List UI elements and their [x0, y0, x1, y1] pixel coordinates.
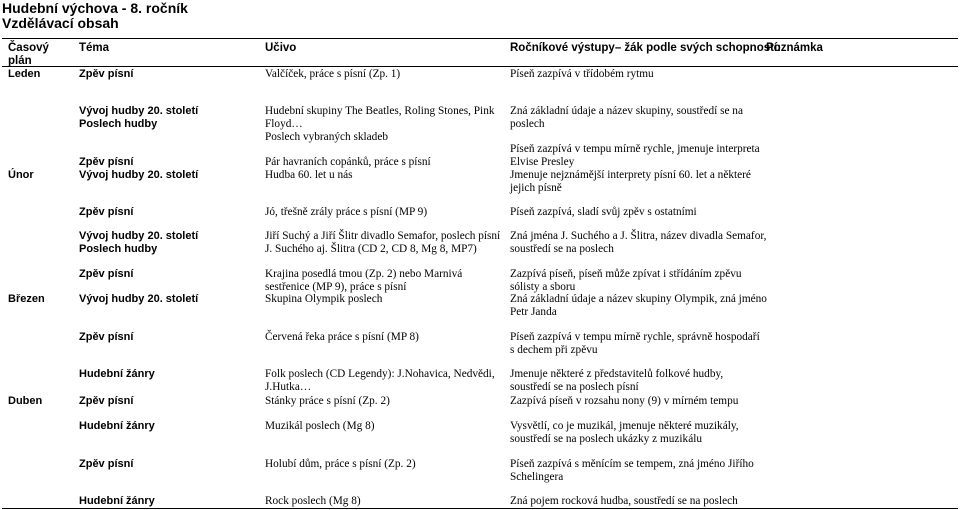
content-cell	[265, 230, 500, 256]
content-cell: Pár havraních copánků, práce s písní	[265, 156, 431, 168]
outcome-cell	[510, 368, 723, 394]
outcome-line: Elvise Presley	[510, 156, 575, 168]
outcome-line: Píseň zazpívá v tempu mírně rychle, jmenuje interpreta	[510, 143, 760, 155]
topic-cell: Zpěv písní	[79, 156, 134, 168]
header-topic: Téma	[79, 42, 110, 54]
topic-cell: Hudební žánry	[79, 368, 155, 380]
content-cell	[265, 268, 462, 294]
header-outcomes: Ročníkové výstupy– žák podle svých schopností:	[510, 42, 781, 54]
topic-cell	[79, 105, 198, 131]
month-label: Březen	[8, 293, 45, 305]
topic-cell: Zpěv písní	[79, 458, 134, 470]
outcome-line: soustředí se na poslech ukázky z muzikálu	[510, 433, 702, 445]
content-cell: Hudba 60. let u nás	[265, 169, 353, 181]
topic-cell: Zpěv písní	[79, 68, 134, 80]
topic-cell: Hudební žánry	[79, 495, 155, 507]
content-cell: Skupina Olympik poslech	[265, 293, 383, 305]
content-line: Poslech vybraných skladeb	[265, 131, 388, 143]
topic-cell	[79, 230, 198, 256]
header-rule	[2, 66, 958, 67]
outcome-line: Jmenuje nejznámější interprety písní 60. let a některé	[510, 169, 751, 181]
table-top-rule	[2, 38, 958, 39]
content-cell: Valčíček, práce s písní (Zp. 1)	[265, 68, 401, 80]
outcome-cell	[510, 293, 767, 319]
topic-cell: Zpěv písní	[79, 395, 134, 407]
topic-line: Poslech hudby	[79, 243, 158, 255]
outcome-cell	[510, 230, 766, 256]
document-subtitle: Vzdělávací obsah	[2, 15, 119, 31]
month-label: Duben	[8, 395, 43, 407]
outcome-line: soustředí se na poslech	[510, 243, 614, 255]
topic-cell: Hudební žánry	[79, 420, 155, 432]
topic-line: Vývoj hudby 20. století	[79, 105, 199, 117]
outcome-cell	[510, 458, 754, 484]
outcome-line: Zná jména J. Suchého a J. Šlitra, název divadla Semafor,	[510, 230, 767, 242]
topic-line: Vývoj hudby 20. století	[79, 230, 199, 242]
outcome-cell: Zná pojem rocková hudba, soustředí se na poslech	[510, 495, 738, 507]
outcome-cell	[510, 268, 742, 294]
content-line: Floyd…	[265, 118, 303, 130]
content-cell: Rock poslech (Mg 8)	[265, 495, 361, 507]
content-cell	[265, 368, 495, 394]
content-line: Folk poslech (CD Legendy): J.Nohavica, Nedvědi,	[265, 368, 495, 380]
content-cell: Muzikál poslech (Mg 8)	[265, 420, 375, 432]
content-line: Hudební skupiny The Beatles, Roling Stones, Pink	[265, 105, 495, 117]
month-label: Leden	[8, 68, 41, 80]
outcome-line: sólisty a sboru	[510, 281, 576, 293]
outcome-cell	[510, 169, 751, 195]
topic-cell: Vývoj hudby 20. století	[79, 169, 199, 181]
outcome-line: s dechem při zpěvu	[510, 344, 598, 356]
topic-cell: Vývoj hudby 20. století	[79, 293, 199, 305]
outcome-line: Zná základní údaje a název skupiny, soustředí se na	[510, 105, 743, 117]
outcome-line: jejich písně	[510, 182, 562, 194]
outcome-cell	[510, 143, 760, 169]
content-cell	[265, 105, 495, 144]
content-line: J.Hutka…	[265, 381, 312, 393]
outcome-cell	[510, 105, 743, 131]
outcome-cell: Píseň zazpívá, sladí svůj zpěv s ostatními	[510, 206, 697, 218]
outcome-cell: Píseň zazpívá v třídobém rytmu	[510, 68, 654, 80]
header-plan: Časový plán	[8, 42, 49, 67]
header-content: Učivo	[265, 42, 297, 54]
header-note: Poznámka	[766, 42, 823, 54]
content-cell: Jó, třešně zrály práce s písní (MP 9)	[265, 206, 428, 218]
topic-cell: Zpěv písní	[79, 206, 134, 218]
outcome-line: Petr Janda	[510, 306, 557, 318]
content-line: sestřenice (MP 9), práce s písní	[265, 281, 407, 293]
outcome-line: Zazpívá píseň, píseň může zpívat i střídáním zpěvu	[510, 268, 742, 280]
month-label: Únor	[8, 169, 34, 181]
outcome-line: Vysvětlí, co je muzikál, jmenuje některé muzikály,	[510, 420, 739, 432]
outcome-cell	[510, 331, 760, 357]
outcome-line: Schelingera	[510, 471, 564, 483]
outcome-line: Jmenuje některé z představitelů folkové hudby,	[510, 368, 724, 380]
outcome-cell: Zazpívá píseň v rozsahu nony (9) v mírném tempu	[510, 395, 739, 407]
outcome-line: Zná základní údaje a název skupiny Olympik, zná jméno	[510, 293, 767, 305]
outcome-line: Píseň zazpívá s měnícím se tempem, zná jméno Jiřího	[510, 458, 754, 470]
topic-cell: Zpěv písní	[79, 268, 134, 280]
content-line: Krajina posedlá tmou (Zp. 2) nebo Marnivá	[265, 268, 463, 280]
content-cell: Červená řeka práce s písní (MP 8)	[265, 331, 419, 343]
content-line: Jiří Suchý a Jiří Šlitr divadlo Semafor, poslech písní	[265, 230, 501, 242]
topic-line: Poslech hudby	[79, 118, 158, 130]
content-line: J. Suchého aj. Šlitra (CD 2, CD 8, Mg 8, MP7)	[265, 243, 477, 255]
content-cell: Holubí dům, práce s písní (Zp. 2)	[265, 458, 416, 470]
table-bottom-rule	[2, 508, 958, 509]
document-title: Hudební výchova - 8. ročník	[2, 0, 188, 16]
outcome-line: poslech	[510, 118, 545, 130]
outcome-cell	[510, 420, 739, 446]
content-cell: Stánky práce s písní (Zp. 2)	[265, 395, 390, 407]
outcome-line: Píseň zazpívá v tempu mírně rychle, správně hospodaří	[510, 331, 760, 343]
topic-cell: Zpěv písní	[79, 331, 134, 343]
outcome-line: soustředí se na poslech písní	[510, 381, 639, 393]
